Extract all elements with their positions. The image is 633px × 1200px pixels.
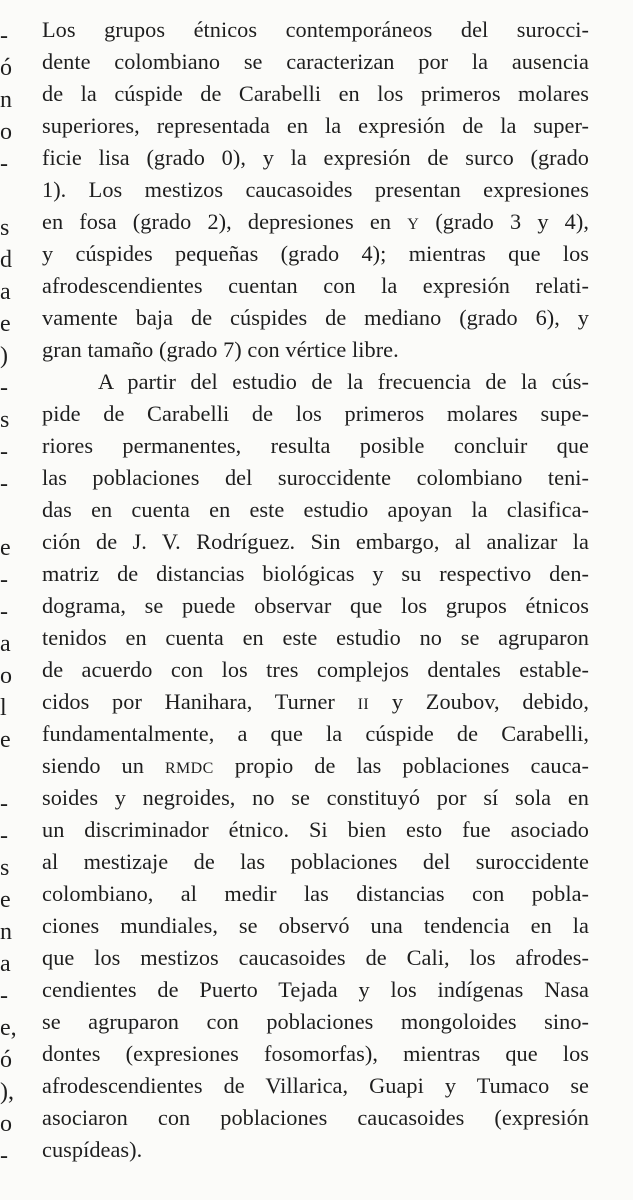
text-line: se agruparon con poblaciones mongoloides sino- <box>42 1009 589 1034</box>
text-line: cidos por Hanihara, Turner ii y Zoubov, debido, <box>42 689 589 714</box>
text-line: 1). Los mestizos caucasoides presentan expresiones <box>42 177 589 202</box>
margin-fragment: s <box>0 215 10 241</box>
text-line: dograma, se puede observar que los grupos étnicos <box>42 593 589 618</box>
text-line: ción de J. V. Rodríguez. Sin embargo, al analizar la <box>42 529 589 554</box>
text-line: superiores, representada en la expresión de la super- <box>42 113 589 138</box>
small-caps-letter: y <box>407 209 420 234</box>
text-line: de la cúspide de Carabelli en los primeros molares <box>42 81 589 106</box>
page-body <box>42 14 589 1166</box>
text-line: que los mestizos caucasoides de Cali, los afrodes- <box>42 945 589 970</box>
text-line: tenidos en cuenta en este estudio no se agruparon <box>42 625 589 650</box>
margin-fragment: ), <box>0 1079 14 1105</box>
text-line: riores permanentes, resulta posible concluir que <box>42 433 589 458</box>
margin-fragment: a <box>0 631 11 657</box>
margin-fragment: ó <box>0 55 12 81</box>
text-line: das en cuenta en este estudio apoyan la clasifica- <box>42 497 589 522</box>
text-line: ciones mundiales, se observó una tendencia en la <box>42 913 589 938</box>
margin-fragment: - <box>0 823 8 849</box>
margin-fragment: s <box>0 855 10 881</box>
text-line: soides y negroides, no se constituyó por sí sola en <box>42 785 589 810</box>
text-line: de acuerdo con los tres complejos dentales estable- <box>42 657 589 682</box>
margin-fragment: o <box>0 119 12 145</box>
text-line: A partir del estudio de la frecuencia de la cús- <box>98 369 589 394</box>
text-line: vamente baja de cúspides de mediano (grado 6), y <box>42 305 589 330</box>
text-line: dente colombiano se caracterizan por la ausencia <box>42 49 589 74</box>
text-line: un discriminador étnico. Si bien esto fue asociado <box>42 817 589 842</box>
text-line: las poblaciones del suroccidente colombiano teni- <box>42 465 589 490</box>
margin-fragment: n <box>0 87 12 113</box>
text-line: en fosa (grado 2), depresiones en y (grado 3 y 4), <box>42 209 589 234</box>
margin-fragment: - <box>0 1143 8 1169</box>
margin-fragment: e <box>0 887 11 913</box>
small-caps-abbrev: ii <box>357 689 370 714</box>
margin-fragment: ) <box>0 343 8 369</box>
text-line: fundamentalmente, a que la cúspide de Carabelli, <box>42 721 589 746</box>
text-line: gran tamaño (grado 7) con vértice libre. <box>42 337 399 362</box>
text-line: afrodescendientes cuentan con la expresión relati- <box>42 273 589 298</box>
margin-fragment: e, <box>0 1015 17 1041</box>
margin-fragment: s <box>0 407 10 433</box>
text-line: colombiano, al medir las distancias con pobla- <box>42 881 589 906</box>
margin-fragment: - <box>0 375 8 401</box>
margin-fragment: ó <box>0 1047 12 1073</box>
margin-fragment: - <box>0 151 8 177</box>
small-caps-abbrev: rmdc <box>164 753 214 778</box>
text-line: cendientes de Puerto Tejada y los indígenas Nasa <box>42 977 589 1002</box>
margin-fragment: - <box>0 471 8 497</box>
text-line: al mestizaje de las poblaciones del suroccidente <box>42 849 589 874</box>
margin-fragment: e <box>0 311 11 337</box>
margin-fragment: e <box>0 535 11 561</box>
margin-fragment: o <box>0 1111 12 1137</box>
left-margin-fragments <box>0 0 22 1200</box>
text-line: pide de Carabelli de los primeros molares supe- <box>42 401 589 426</box>
text-line: asociaron con poblaciones caucasoides (expresión <box>42 1105 589 1130</box>
margin-fragment: a <box>0 951 11 977</box>
text-line: cuspídeas). <box>42 1137 143 1162</box>
text-line: siendo un rmdc propio de las poblaciones cauca- <box>42 753 589 778</box>
margin-fragment: e <box>0 727 11 753</box>
text-line: ficie lisa (grado 0), y la expresión de surco (grado <box>42 145 589 170</box>
margin-fragment: - <box>0 983 8 1009</box>
margin-fragment: - <box>0 567 8 593</box>
text-line: dontes (expresiones fosomorfas), mientras que los <box>42 1041 589 1066</box>
text-line: afrodescendientes de Villarica, Guapi y Tumaco se <box>42 1073 589 1098</box>
margin-fragment: n <box>0 919 12 945</box>
margin-fragment: l <box>0 695 7 721</box>
margin-fragment: o <box>0 663 12 689</box>
margin-fragment: a <box>0 279 11 305</box>
margin-fragment: - <box>0 599 8 625</box>
text-line: Los grupos étnicos contemporáneos del surocci- <box>42 17 589 42</box>
text-line: y cúspides pequeñas (grado 4); mientras que los <box>42 241 589 266</box>
margin-fragment: - <box>0 791 8 817</box>
margin-fragment: - <box>0 23 8 49</box>
text-line: matriz de distancias biológicas y su respectivo den- <box>42 561 589 586</box>
paragraph <box>42 14 589 366</box>
margin-fragment: d <box>0 247 12 273</box>
margin-fragment: - <box>0 439 8 465</box>
paragraph <box>42 366 589 1166</box>
